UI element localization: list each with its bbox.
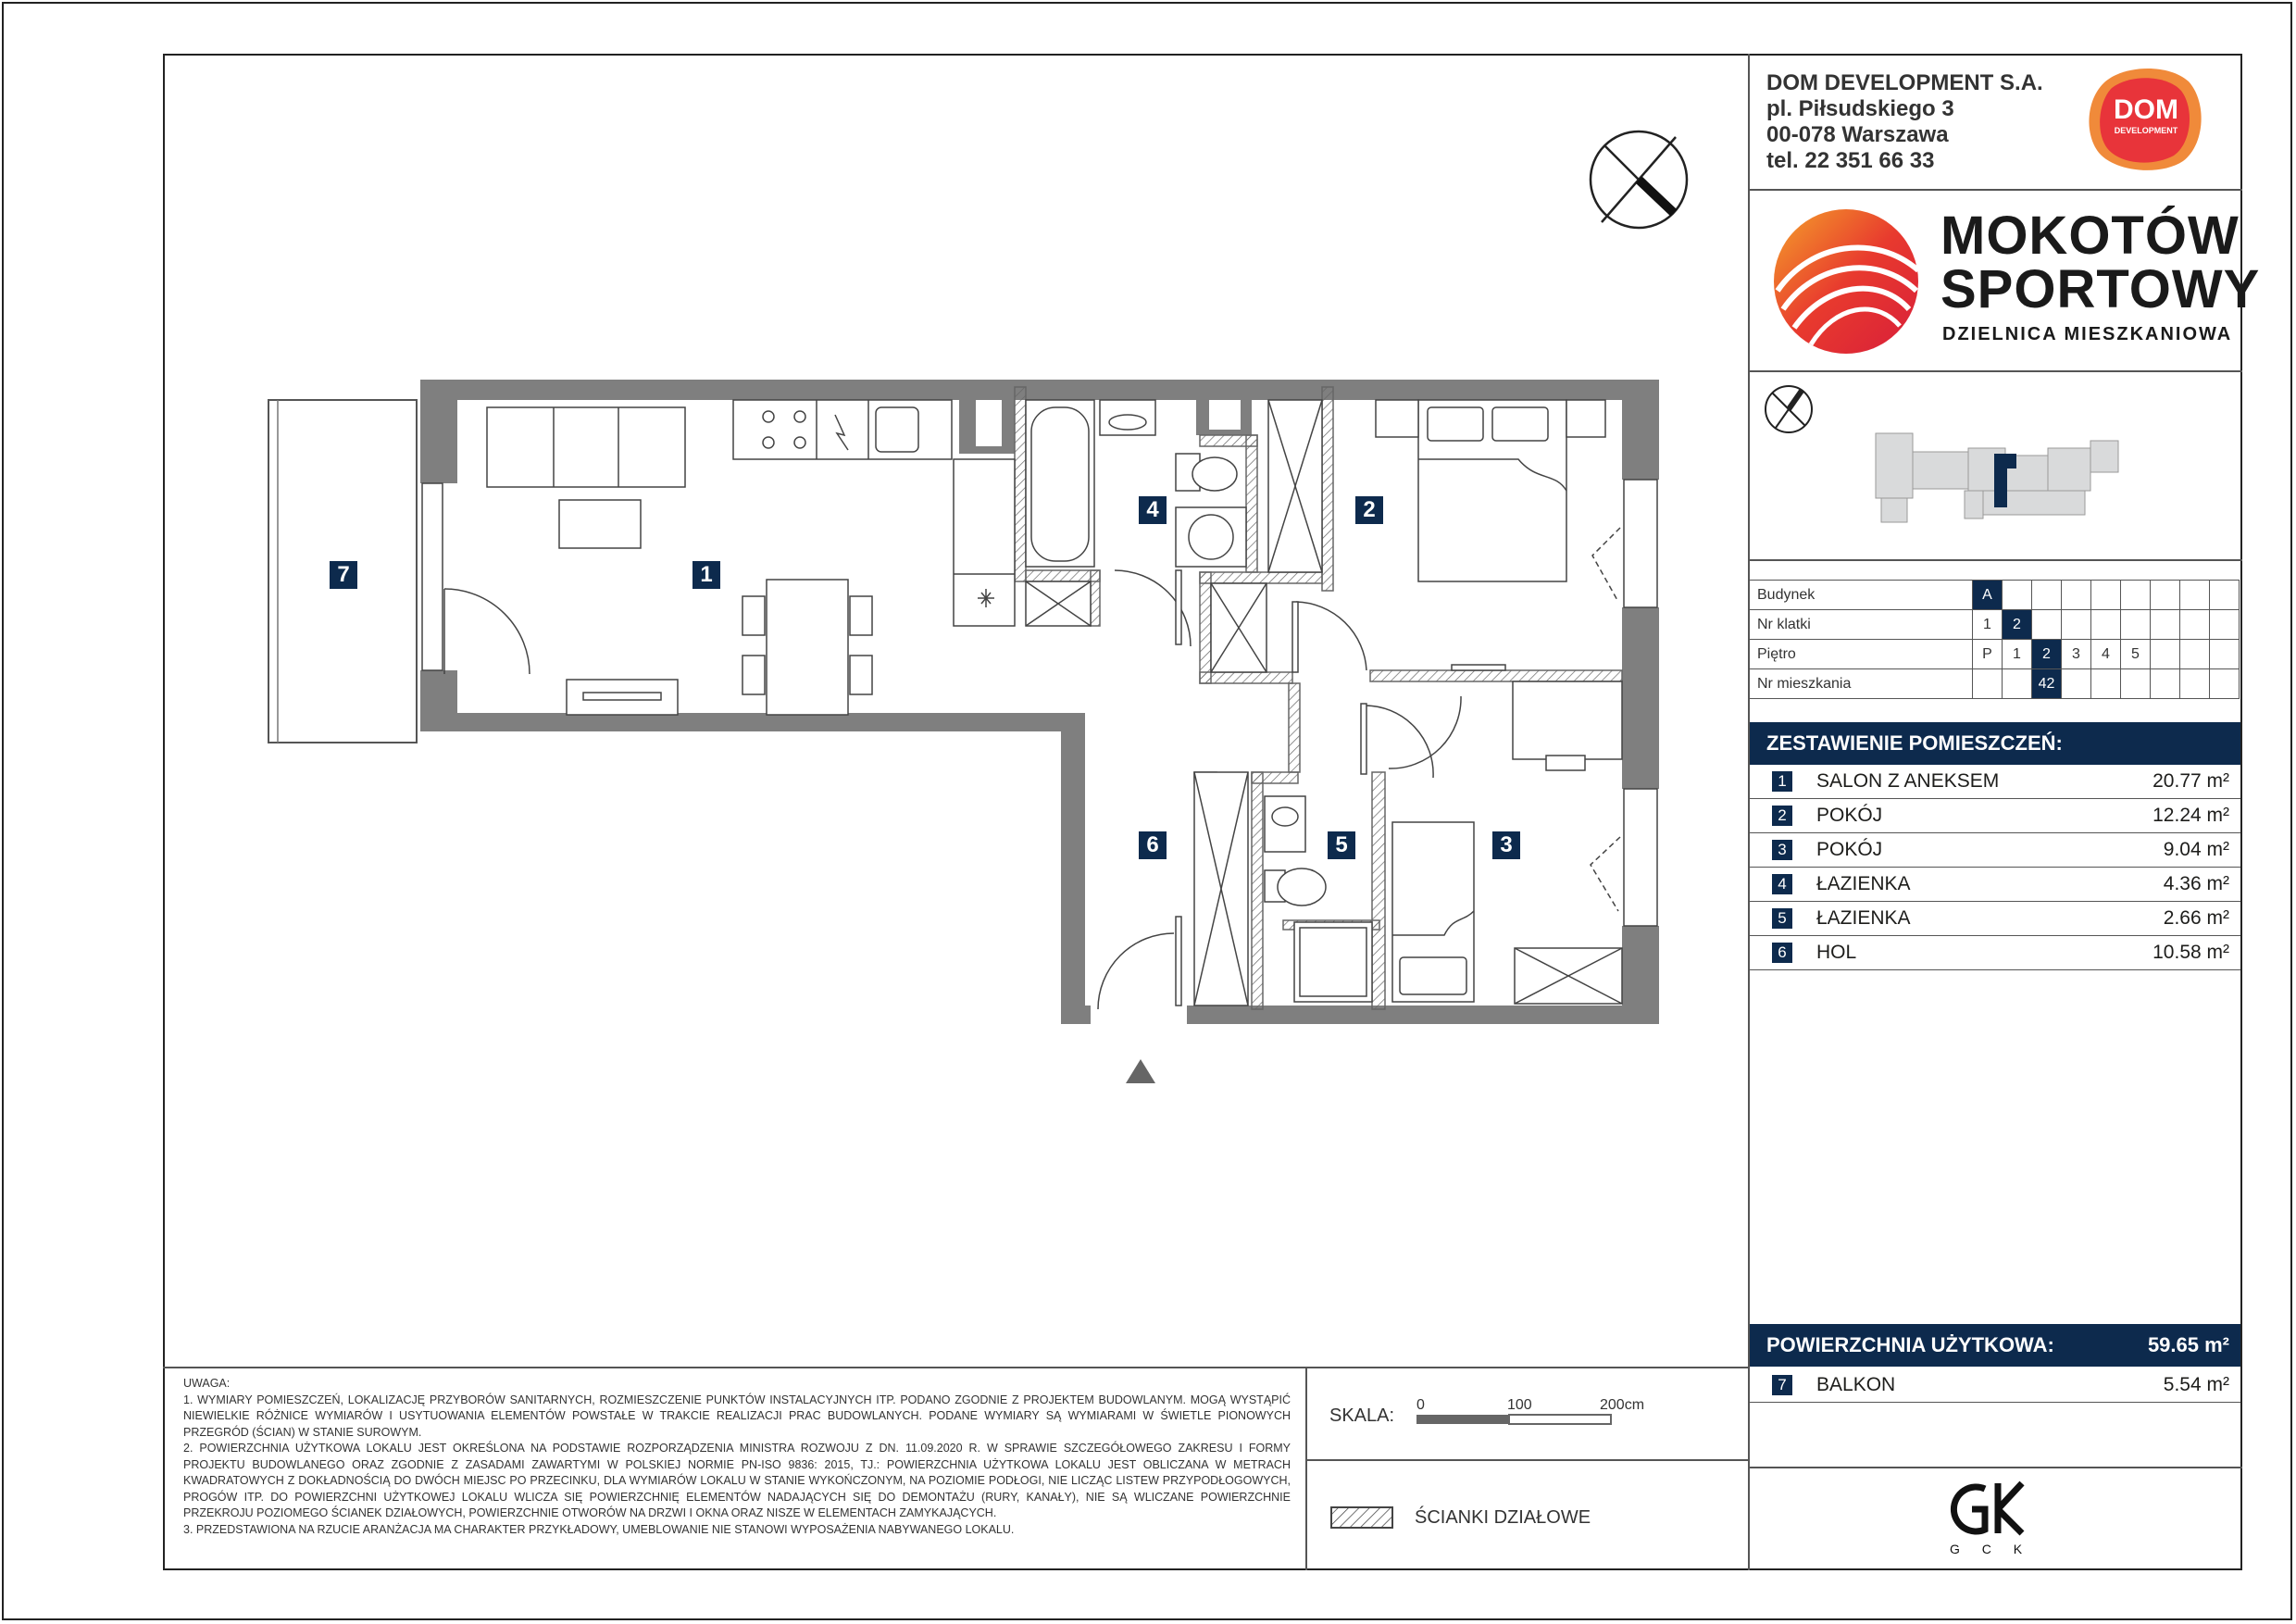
room-name: ŁAZIENKA xyxy=(1816,873,1911,894)
note-item: 2. POWIERZCHNIA UŻYTKOWA LOKALU JEST OKREŚLONA NA PODSTAWIE ROZPORZĄDZENIA MINISTRA ROZWOJU Z DN. 11.09.2020 R. W SPRAWIE SZCZEGÓŁOWEGO ZAKRESU I FORMY PROJEKTU BUDOWLANEGO ORAZ ZGODNIE Z ZASADAMI ZAWARTYMI W POLSKIEJ NORMIE PN-ISO 9836: 2015, TJ.: POWIERZCHNIA UŻYTKOWA LOKALU JEST OBLICZANA W METRACH KWADRATOWYCH Z DOKŁADNOŚCIĄ DO DWÓCH MIEJSC PO PRZECINKU, DLA WYMIARÓW LOKALU W STANIE WYKOŃCZONYM, NA POZIOMIE PODŁOGI, NIE LICZĄC LISTEW PRZYPODŁOGOWYCH, PROGÓW ITP. DO POWIERZCHNI UŻYTKOWEJ LOKALU WLICZA SIĘ POWIERZCHNIĘ ELEMENTÓW NADAJĄCYCH SIĘ DO DEMONTAŻU (RURY, KANAŁY), NIE SĄ WLICZANE POWIERZCHNIE PRZEKROJU POZIOMEGO ŚCIANEK DZIAŁOWYCH, POWIERZCHNIE OTWORÓW NA DRZWI I OKNA ORAZ NISZE W ELEMENTACH ZAMYKAJĄCYCH. xyxy=(183,1442,1291,1519)
reference-cell: 3 xyxy=(2062,640,2091,669)
reference-row xyxy=(1750,669,2240,699)
room-number: 5 xyxy=(1772,908,1792,929)
svg-text:200cm: 200cm xyxy=(1600,1397,1645,1413)
reference-cell xyxy=(2091,669,2121,699)
gck-logo xyxy=(1944,1476,2037,1559)
reference-row-label: Piętro xyxy=(1750,640,1973,669)
room-tag-1: 1 xyxy=(693,561,720,589)
reference-cell xyxy=(2180,581,2210,610)
balcony-row xyxy=(1750,1368,2240,1403)
apartment-reference-table xyxy=(1750,580,2240,699)
room-number: 7 xyxy=(1772,1375,1792,1395)
panel-divider xyxy=(1305,1367,1307,1570)
living-room-furniture xyxy=(487,400,1015,715)
company-phone: tel. 22 351 66 33 xyxy=(1766,148,1935,173)
building-key-plan xyxy=(1872,428,2122,528)
notes-block xyxy=(183,1376,1291,1538)
room-row xyxy=(1750,765,2240,799)
reference-cell xyxy=(2210,669,2240,699)
reference-cell: 4 xyxy=(2091,640,2121,669)
room-number: 4 xyxy=(1772,874,1792,894)
room-name: HOL xyxy=(1816,942,1857,963)
reference-cell: A xyxy=(1973,581,2003,610)
room-row xyxy=(1750,868,2240,902)
brand-line2: SPORTOWY xyxy=(1940,259,2261,319)
reference-cell xyxy=(2062,581,2091,610)
reference-cell: 2 xyxy=(2003,610,2032,640)
reference-cell xyxy=(2151,640,2180,669)
north-compass-icon xyxy=(1591,131,1687,228)
reference-cell xyxy=(2032,610,2062,640)
note-item: 1. WYMIARY POMIESZCZEŃ, LOKALIZACJĘ PRZYBORÓW SANITARNYCH, ROZMIESZCZENIE PUNKTÓW INSTALACYJNYCH ITP. PODANO ZGODNIE Z PROJEKTEM BUDOWLANYM. MOGĄ WYSTĄPIĆ NIEWIELKIE RÓŻNICE WYMIARÓW I USYTUOWANIA ELEMENTÓW POWSTAŁE W TRAKCIE REALIZACJI PRAC BUDOWLANYCH. PODANE WYMIARY SĄ WYMIARAMI W ŚWIETLE PIONOWYCH PRZEGRÓD (ŚCIAN) W STANIE SUROWYM. xyxy=(183,1393,1291,1439)
company-address xyxy=(1766,70,2043,174)
reference-cell: 42 xyxy=(2032,669,2062,699)
reference-cell xyxy=(2210,640,2240,669)
room-name: POKÓJ xyxy=(1816,839,1883,860)
brand-line1: MOKOTÓW xyxy=(1940,206,2240,266)
svg-text:0: 0 xyxy=(1416,1397,1425,1413)
reference-cell xyxy=(2121,669,2151,699)
panel-divider xyxy=(163,1367,1750,1368)
partition-wall-swatch xyxy=(1329,1505,1396,1531)
room-area: 2.66 m² xyxy=(2163,907,2229,929)
room-name: POKÓJ xyxy=(1816,805,1883,826)
reference-cell xyxy=(2091,581,2121,610)
company-street: pl. Piłsudskiego 3 xyxy=(1766,96,1954,121)
room-row xyxy=(1750,833,2240,868)
entrance-arrow-icon xyxy=(1126,1059,1155,1083)
room-row xyxy=(1750,799,2240,833)
reference-row-label: Nr mieszkania xyxy=(1750,669,1973,699)
room-area: 20.77 m² xyxy=(2152,770,2229,792)
svg-text:G C K: G C K xyxy=(1949,1542,2032,1556)
dom-development-logo xyxy=(2085,65,2207,172)
reference-cell xyxy=(2062,610,2091,640)
bathroom-4-fixtures xyxy=(1026,400,1322,672)
room-tag-6: 6 xyxy=(1139,831,1167,859)
panel-divider xyxy=(1748,1467,2242,1468)
note-item: 3. PRZEDSTAWIONA NA RZUCIE ARANŻACJA MA CHARAKTER PRZYKŁADOWY, UMEBLOWANIE NIE STANOWI WYPOSAŻENIA NABYWANEGO LOKALU. xyxy=(183,1522,1015,1536)
room-area: 4.36 m² xyxy=(2163,873,2229,894)
reference-row xyxy=(1750,581,2240,610)
usable-area-label: POWIERZCHNIA UŻYTKOWA: xyxy=(1766,1333,2054,1356)
reference-cell xyxy=(2210,610,2240,640)
room-name: BALKON xyxy=(1816,1374,1896,1395)
bedroom-2-furniture xyxy=(1376,400,1605,581)
room-number: 3 xyxy=(1772,840,1792,860)
room-number: 6 xyxy=(1772,943,1792,963)
brand-title xyxy=(1940,206,2261,319)
legend-label: ŚCIANKI DZIAŁOWE xyxy=(1415,1507,1591,1528)
reference-cell xyxy=(2210,581,2240,610)
room-row xyxy=(1750,936,2240,970)
room-tag-3: 3 xyxy=(1492,831,1520,859)
reference-cell xyxy=(2151,669,2180,699)
svg-text:100: 100 xyxy=(1507,1397,1532,1413)
room-area: 9.04 m² xyxy=(2163,839,2229,860)
room-area: 10.58 m² xyxy=(2152,942,2229,963)
room-area: 12.24 m² xyxy=(2152,805,2229,826)
reference-cell xyxy=(2003,581,2032,610)
reference-row-label: Budynek xyxy=(1750,581,1973,610)
panel-divider xyxy=(1748,189,2242,191)
room-name: ŁAZIENKA xyxy=(1816,907,1911,929)
company-name: DOM DEVELOPMENT S.A. xyxy=(1766,70,2043,95)
bathroom-5-fixtures xyxy=(1194,772,1372,1006)
reference-cell xyxy=(2180,610,2210,640)
reference-cell xyxy=(2121,581,2151,610)
scale-bar xyxy=(1407,1393,1645,1433)
svg-text:DEVELOPMENT: DEVELOPMENT xyxy=(2114,126,2178,135)
svg-text:DOM: DOM xyxy=(2114,94,2178,125)
reference-cell xyxy=(2180,640,2210,669)
reference-cell xyxy=(2180,669,2210,699)
rooms-list xyxy=(1750,765,2240,970)
panel-divider xyxy=(1748,370,2242,372)
brand-subtitle: DZIELNICA MIESZKANIOWA xyxy=(1942,324,2233,344)
reference-row-label: Nr klatki xyxy=(1750,610,1973,640)
panel-divider xyxy=(1748,559,2242,561)
reference-row xyxy=(1750,640,2240,669)
reference-cell xyxy=(2151,610,2180,640)
room-number: 2 xyxy=(1772,806,1792,826)
reference-cell xyxy=(2003,669,2032,699)
reference-cell: 1 xyxy=(1973,610,2003,640)
reference-cell: 5 xyxy=(2121,640,2151,669)
room-tag-7: 7 xyxy=(330,561,357,589)
reference-cell xyxy=(2091,610,2121,640)
reference-cell xyxy=(2032,581,2062,610)
reference-cell: P xyxy=(1973,640,2003,669)
reference-cell: 2 xyxy=(2032,640,2062,669)
reference-cell xyxy=(1973,669,2003,699)
reference-cell xyxy=(2121,610,2151,640)
room-row xyxy=(1750,902,2240,936)
compass-small-icon xyxy=(1763,383,1815,435)
reference-cell xyxy=(2151,581,2180,610)
reference-cell xyxy=(2062,669,2091,699)
panel-divider xyxy=(1305,1459,1748,1461)
usable-area-value: 59.65 m² xyxy=(2147,1333,2229,1356)
rooms-header xyxy=(1750,722,2240,765)
usable-area-bar xyxy=(1750,1324,2240,1367)
room-number: 1 xyxy=(1772,771,1792,792)
room-area: 5.54 m² xyxy=(2163,1374,2229,1395)
company-city: 00-078 Warszawa xyxy=(1766,122,1949,147)
rooms-header-label: ZESTAWIENIE POMIESZCZEŃ: xyxy=(1766,731,2063,755)
room-tag-4: 4 xyxy=(1139,496,1167,524)
room-tag-5: 5 xyxy=(1328,831,1355,859)
room-name: SALON Z ANEKSEM xyxy=(1816,770,2000,792)
reference-cell: 1 xyxy=(2003,640,2032,669)
notes-title: UWAGA: xyxy=(183,1377,231,1390)
room-tag-2: 2 xyxy=(1355,496,1383,524)
reference-row xyxy=(1750,610,2240,640)
scale-label: SKALA: xyxy=(1329,1405,1395,1426)
